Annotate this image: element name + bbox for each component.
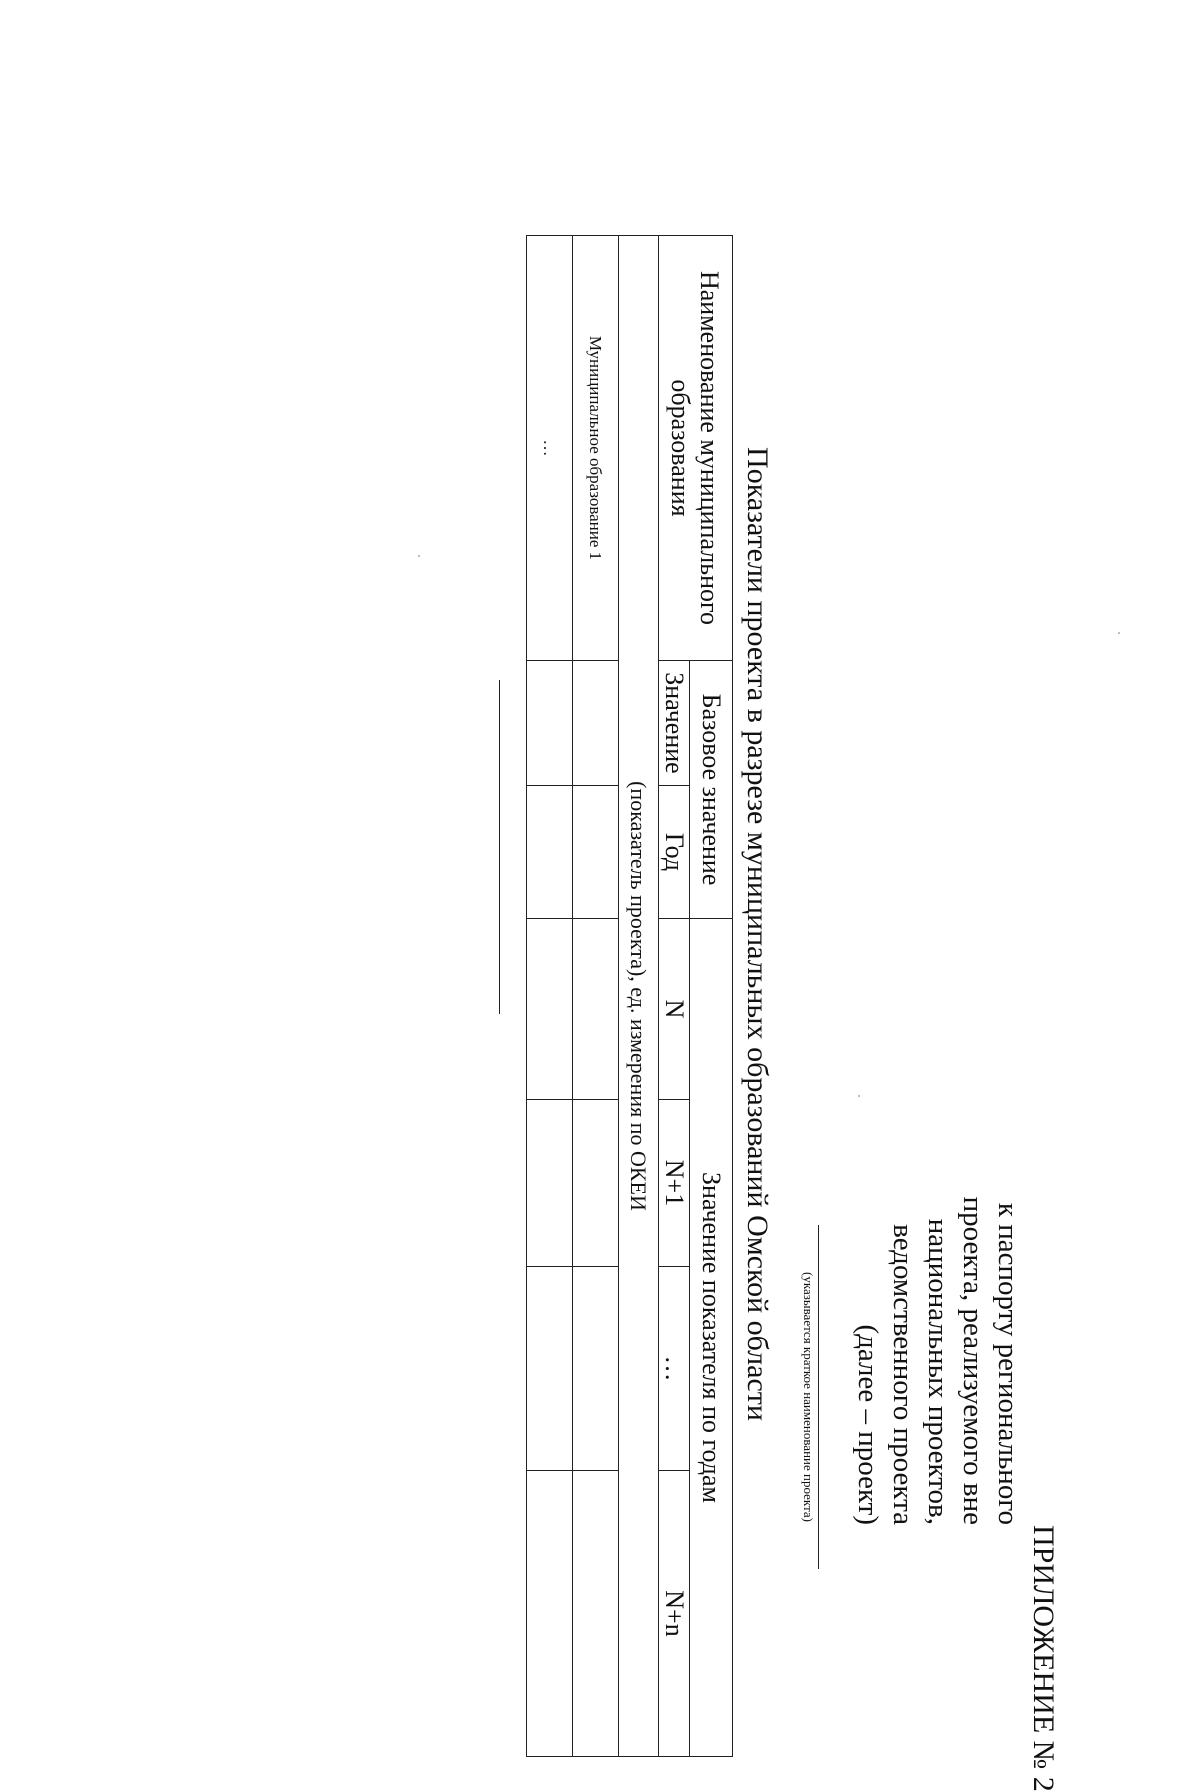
indicator-label: (показатель проекта), ед. измерения по ОКЕИ <box>619 236 659 1757</box>
closing-rule <box>499 680 500 1014</box>
appendix-title: ПРИЛОЖЕНИЕ № 2 <box>1027 1525 1060 1792</box>
header-base-value-year: Год <box>659 786 690 919</box>
indicator-row <box>619 236 659 1757</box>
cell-year-nn <box>527 1471 573 1757</box>
cell-year-n <box>573 919 619 1100</box>
header-row-1 <box>690 236 733 1757</box>
appendix-line-3: национальных проектов, <box>922 1218 954 1525</box>
cell-year-nn <box>573 1471 619 1757</box>
header-base-value-value: Значение <box>659 661 690 786</box>
appendix-line-1: к паспорту регионального <box>992 1202 1024 1525</box>
appendix-underline <box>818 1225 819 1569</box>
municipality-name: … <box>527 236 573 661</box>
cell-year-n1 <box>527 1100 573 1267</box>
scan-speck <box>418 555 420 557</box>
cell-year-n1 <box>573 1100 619 1267</box>
table-row <box>573 236 619 1757</box>
cell-year-n <box>527 919 573 1100</box>
cell-base-year <box>527 786 573 919</box>
cell-base-value <box>527 661 573 786</box>
appendix-line-2: проекта, реализуемого вне <box>957 1196 989 1525</box>
cell-base-year <box>573 786 619 919</box>
appendix-line-5: (далее – проект) <box>852 1324 884 1525</box>
header-year-ellipsis: … <box>659 1267 690 1471</box>
header-year-n: N <box>659 919 690 1100</box>
appendix-line-4: ведомственного проекта <box>887 1224 919 1525</box>
cell-year-ellipsis <box>527 1267 573 1471</box>
table-row <box>527 236 573 1757</box>
header-municipality: Наименование муниципального образования <box>659 236 733 661</box>
scan-speck <box>1118 632 1120 634</box>
header-base-value: Базовое значение <box>690 661 733 919</box>
scan-speck <box>858 1095 860 1097</box>
cell-year-ellipsis <box>573 1267 619 1471</box>
document-title: Показатели проекта в разрезе муниципальных образований Омской области <box>741 447 774 1421</box>
appendix-note: (указывается краткое наименование проекта) <box>801 1272 816 1522</box>
municipality-name: Муниципальное образование 1 <box>573 236 619 661</box>
header-year-n1: N+1 <box>659 1100 690 1267</box>
cell-base-value <box>573 661 619 786</box>
indicators-table <box>526 235 733 1757</box>
header-values-by-year: Значение показателя по годам <box>690 919 733 1757</box>
header-year-nn: N+n <box>659 1471 690 1757</box>
